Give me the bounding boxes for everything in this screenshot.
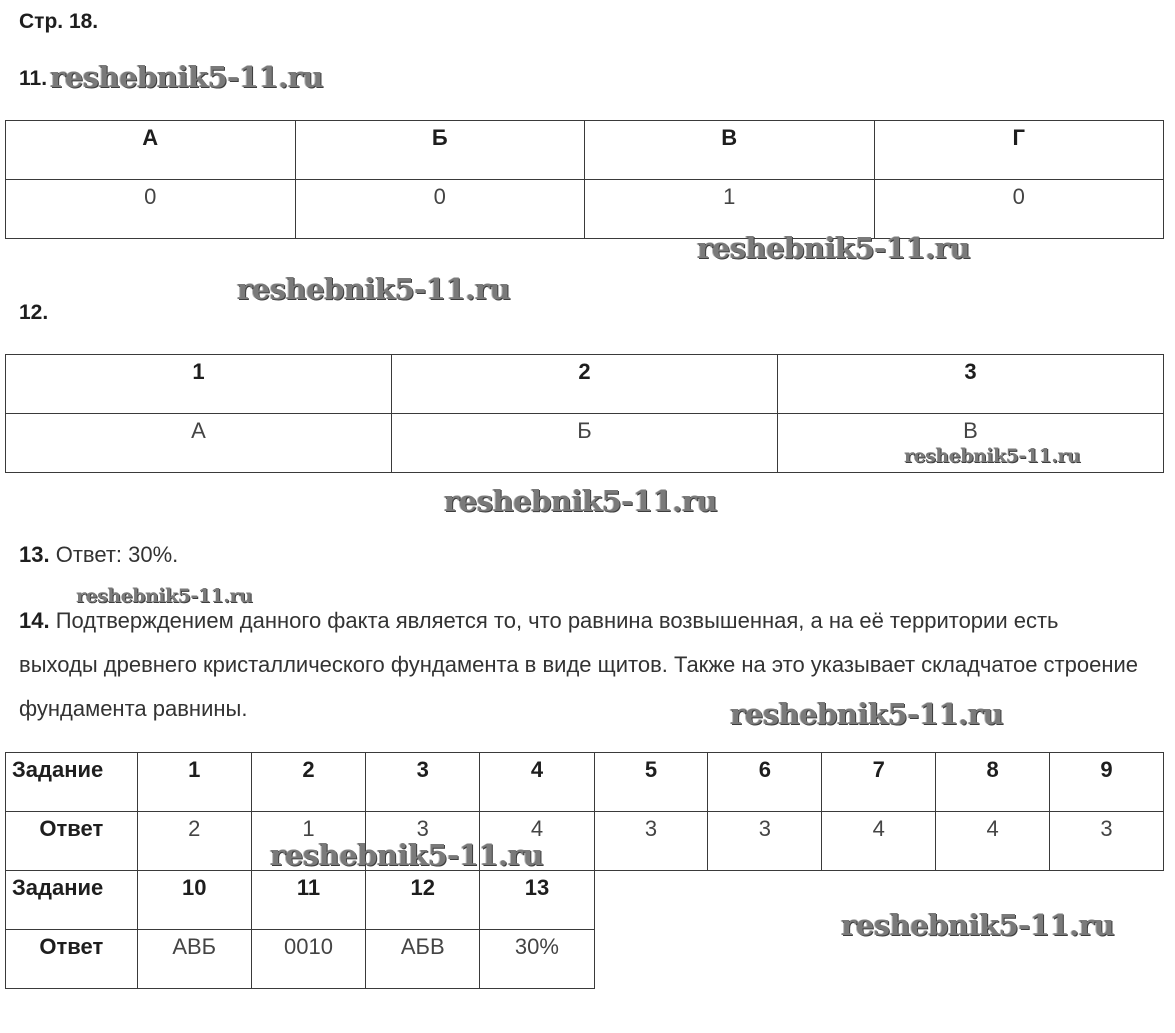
task-label-cell: Задание xyxy=(6,871,138,930)
table-cell: АВБ xyxy=(137,930,251,989)
table-cell: 4 xyxy=(480,812,594,871)
table-cell: 3 xyxy=(1050,812,1164,871)
watermark: reshebnik5-11.ru xyxy=(270,838,544,872)
watermark: reshebnik5-11.ru xyxy=(841,908,1115,942)
table-header-cell: 2 xyxy=(251,753,365,812)
table-cell: 3 xyxy=(366,812,480,871)
watermark: reshebnik5-11.ru xyxy=(50,60,324,94)
answer-label-cell: Ответ xyxy=(6,930,138,989)
table-header-cell: 1 xyxy=(6,355,392,414)
table-header-cell: 9 xyxy=(1050,753,1164,812)
task-11-label: 11. xyxy=(19,67,48,90)
table-cell: 2 xyxy=(137,812,251,871)
task-label-cell: Задание xyxy=(6,753,138,812)
table-cell: 3 xyxy=(708,812,822,871)
answer-label-cell: Ответ xyxy=(6,812,138,871)
task-14-label: 14. xyxy=(19,608,50,633)
table-header-cell: 12 xyxy=(366,871,480,930)
table-header-cell: 6 xyxy=(708,753,822,812)
table-cell: 30% xyxy=(480,930,594,989)
table-cell: 0 xyxy=(6,180,296,239)
table-cell: 4 xyxy=(822,812,936,871)
task-11-table xyxy=(5,120,1164,239)
watermark: reshebnik5-11.ru xyxy=(904,445,1081,467)
task-13 xyxy=(19,533,178,577)
table-cell: 0 xyxy=(874,180,1164,239)
table-cell: 1 xyxy=(585,180,875,239)
task-13-answer: Ответ: 30%. xyxy=(55,542,179,567)
table-header-cell: А xyxy=(6,121,296,180)
answers-table xyxy=(5,752,1164,989)
table-cell: 1 xyxy=(251,812,365,871)
watermark: reshebnik5-11.ru xyxy=(730,697,1004,731)
table-header-cell: 10 xyxy=(137,871,251,930)
table-cell: 0010 xyxy=(251,930,365,989)
table-header-cell: Б xyxy=(295,121,585,180)
page-title: Стр. 18. xyxy=(19,10,99,33)
table-header-cell: 3 xyxy=(778,355,1164,414)
watermark: reshebnik5-11.ru xyxy=(444,484,718,518)
task-12-label: 12. xyxy=(19,301,49,324)
table-header-cell: 8 xyxy=(936,753,1050,812)
table-header-cell: 3 xyxy=(366,753,480,812)
table-header-cell: 7 xyxy=(822,753,936,812)
table-header-cell: В xyxy=(585,121,875,180)
table-row xyxy=(6,753,1164,812)
table-cell: 0 xyxy=(295,180,585,239)
table-row xyxy=(6,812,1164,871)
table-row xyxy=(6,355,1164,414)
task-13-label: 13. xyxy=(19,542,50,567)
table-header-cell: 2 xyxy=(392,355,778,414)
table-cell: АБВ xyxy=(366,930,480,989)
table-row xyxy=(6,121,1164,180)
watermark: reshebnik5-11.ru xyxy=(697,231,971,265)
table-header-cell: 4 xyxy=(480,753,594,812)
table-header-cell: Г xyxy=(874,121,1164,180)
table-cell: Б xyxy=(392,414,778,473)
table-header-cell: 11 xyxy=(251,871,365,930)
table-header-cell: 1 xyxy=(137,753,251,812)
watermark: reshebnik5-11.ru xyxy=(76,585,253,607)
table-cell: 3 xyxy=(594,812,708,871)
table-cell: В xyxy=(778,414,1164,473)
table-row xyxy=(6,180,1164,239)
table-cell: 4 xyxy=(936,812,1050,871)
table-cell: А xyxy=(6,414,392,473)
table-header-cell: 13 xyxy=(480,871,594,930)
watermark: reshebnik5-11.ru xyxy=(237,272,511,306)
table-header-cell: 5 xyxy=(594,753,708,812)
task-14-text: Подтверждением данного факта является то, что равнина возвышенная, а на её территории есть выходы древнего кристаллического фундамента в виде щитов. Также на это указывает складчатое строение фундамента равнины. xyxy=(19,608,1139,721)
